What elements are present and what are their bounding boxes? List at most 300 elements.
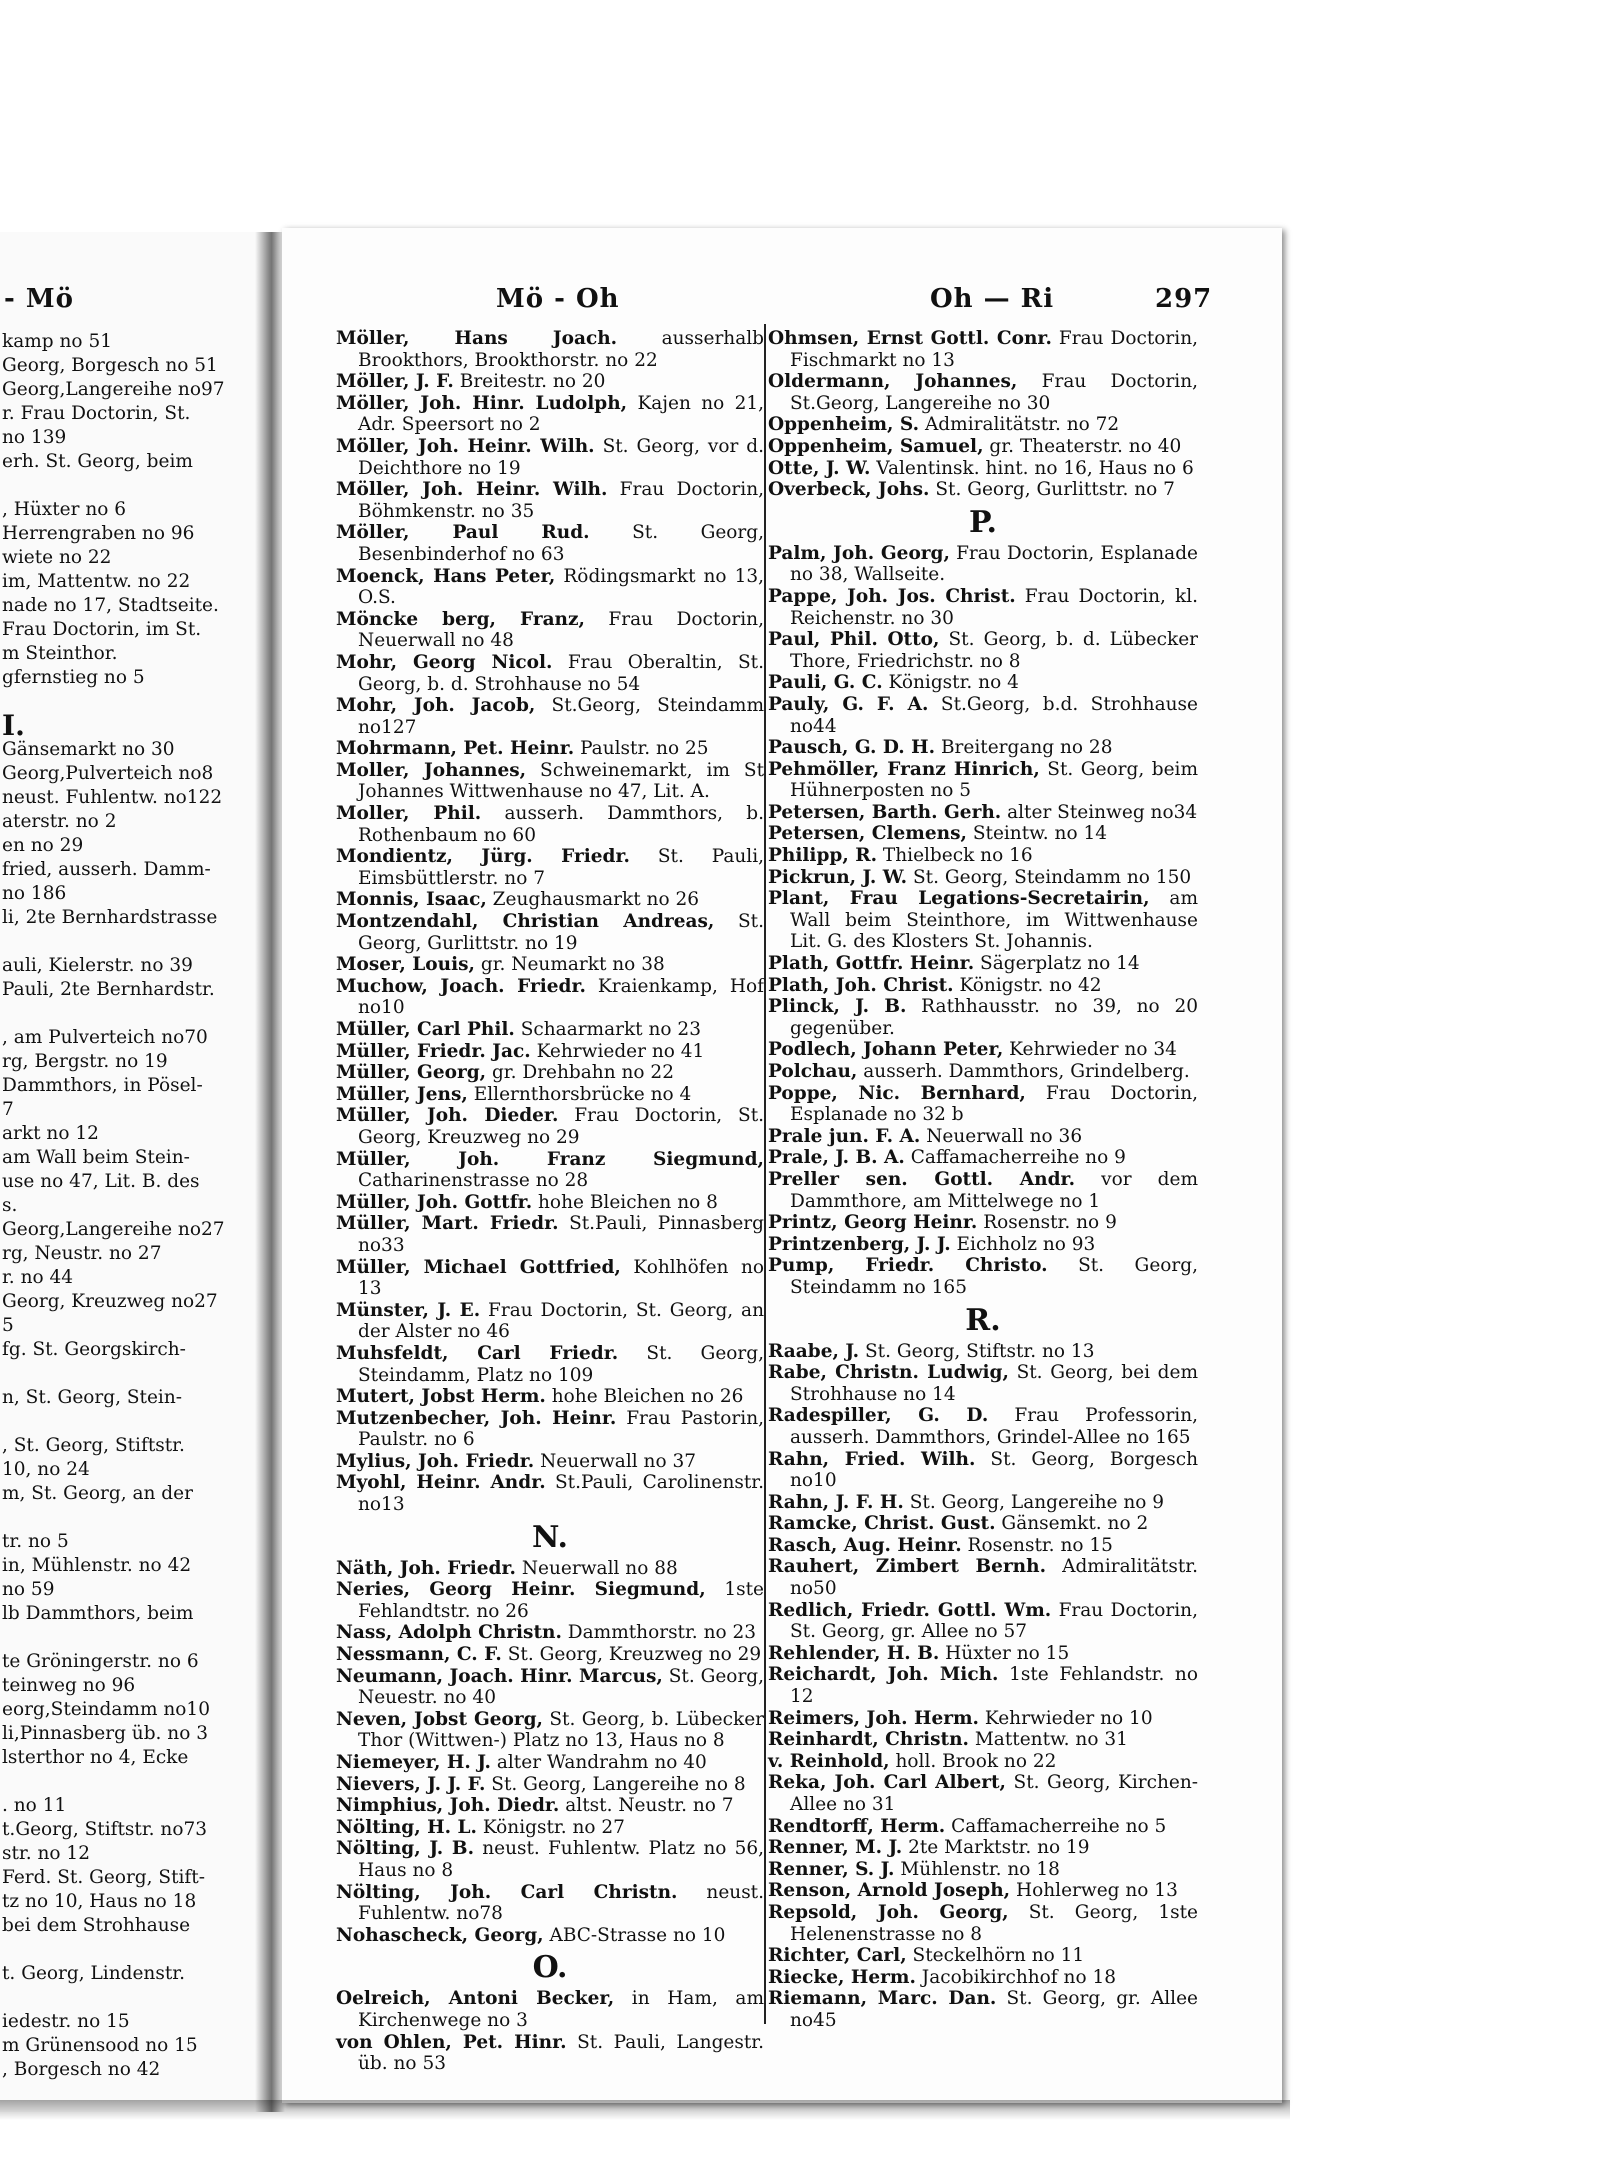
entry-name: Plant, Frau Legations-Secretairin,: [768, 888, 1150, 910]
entry-name: Muchow, Joach. Friedr.: [336, 975, 586, 997]
directory-entry: [768, 694, 1198, 737]
entry-address: Kehrwieder no 41: [530, 1040, 705, 1062]
directory-entry: [768, 1880, 1198, 1902]
entry-name: Moller, Johannes,: [336, 759, 527, 781]
left-page-line: wiete no 22: [2, 547, 112, 568]
entry-name: Nass, Adolph Christn.: [336, 1622, 562, 1644]
left-page-line: , Hüxter no 6: [2, 499, 127, 520]
entry-address: Caffamacherreihe no 9: [904, 1147, 1126, 1169]
entry-address: Frau Doctorin, Neuerwall no 48: [358, 608, 764, 652]
entry-address: Steckelhörn no 11: [906, 1945, 1085, 1967]
directory-entry: [336, 695, 764, 738]
entry-name: Möller, Joh. Heinr. Wilh.: [336, 479, 608, 501]
entry-name: Möller, J. F.: [336, 371, 454, 393]
entry-name: Mutert, Jobst Herm.: [336, 1386, 546, 1408]
entry-name: Münster, J. E.: [336, 1299, 481, 1321]
entry-address: ausserhalb Brookthors, Brookthorstr. no 22: [358, 328, 765, 371]
entry-address: St. Georg, Steindamm, Platz no 109: [358, 1342, 764, 1386]
entry-address: St. Georg, vor d. Deichthore no 19: [358, 435, 764, 479]
entry-name: Monnis, Isaac,: [336, 889, 487, 911]
directory-entry: [336, 911, 764, 954]
entry-address: Jacobikirchhof no 18: [915, 1966, 1117, 1988]
left-page-line: no 186: [2, 883, 67, 904]
left-page-line: te Gröningerstr. no 6: [2, 1651, 199, 1672]
left-page-line: erh. St. Georg, beim: [2, 451, 193, 472]
entry-name: Riecke, Herm.: [768, 1966, 916, 1988]
entry-address: holl. Brook no 22: [889, 1750, 1057, 1772]
entry-address: Admiralitätstr. no50: [790, 1556, 1198, 1600]
entry-address: alter Steinweg no34: [1001, 801, 1198, 823]
directory-entry: [336, 436, 764, 479]
directory-entry: [768, 414, 1198, 436]
entry-name: Pehmöller, Franz Hinrich,: [768, 758, 1040, 780]
entry-name: Printz, Georg Heinr.: [768, 1212, 978, 1234]
entry-name: Müller, Michael Gottfried,: [336, 1256, 621, 1278]
running-header-left: Mö - Oh: [496, 284, 620, 314]
left-page-line: en no 29: [2, 835, 84, 856]
directory-entry: [768, 953, 1198, 975]
entry-name: Nölting, Joh. Carl Christn.: [336, 1881, 678, 1903]
entry-name: Moser, Louis,: [336, 954, 475, 976]
directory-entry: [768, 458, 1198, 480]
directory-entry: [336, 1752, 764, 1774]
entry-address: St. Georg, gr. Allee no45: [790, 1988, 1198, 2031]
entry-name: Muhsfeldt, Carl Friedr.: [336, 1342, 619, 1364]
left-page-line: in, Mühlenstr. no 42: [2, 1555, 192, 1576]
entry-name: Overbeck, Johs.: [768, 479, 930, 501]
entry-address: Zeughausmarkt no 26: [486, 889, 700, 911]
entry-address: Sägerplatz no 14: [974, 953, 1140, 975]
entry-name: Nohascheck, Georg,: [336, 1924, 544, 1946]
entry-name: Möller, Joh. Hinr. Ludolph,: [336, 392, 628, 414]
entry-name: Renner, M. J.: [768, 1837, 903, 1859]
directory-entry: [336, 393, 764, 436]
entry-address: St.Georg, b.d. Strohhause no44: [790, 693, 1198, 737]
directory-entry: [336, 371, 764, 393]
entry-name: Plath, Gottfr. Heinr.: [768, 953, 975, 975]
directory-entry: [336, 738, 764, 760]
directory-entry: [768, 1837, 1198, 1859]
directory-entry: [768, 1859, 1198, 1881]
entry-address: ABC-Strasse no 10: [543, 1924, 726, 1946]
entry-name: Ohmsen, Ernst Gottl. Conr.: [768, 328, 1052, 349]
left-page-line: iedestr. no 15: [2, 2011, 130, 2032]
directory-entry: [768, 1729, 1198, 1751]
entry-address: alter Wandrahm no 40: [490, 1752, 707, 1773]
entry-name: Nölting, J. B.: [336, 1838, 475, 1860]
directory-entry: [768, 823, 1198, 845]
left-page-line: Pauli, 2te Bernhardstr.: [2, 979, 215, 1000]
directory-entry: [768, 737, 1198, 759]
entry-name: Reichardt, Joh. Mich.: [768, 1664, 999, 1686]
entry-address: Valentinsk. hint. no 16, Haus no 6: [870, 457, 1194, 479]
entry-name: Oelreich, Antoni Becker,: [336, 1988, 615, 2010]
entry-address: Schweinemarkt, im St Johannes Wittwenhause no 47, Lit. A.: [358, 759, 764, 803]
left-page-line: t.Georg, Stiftstr. no73: [2, 1819, 208, 1840]
entry-name: Rahn, J. F. H.: [768, 1491, 904, 1513]
entry-name: Niemeyer, H. J.: [336, 1752, 491, 1773]
directory-entry: [336, 479, 764, 522]
directory-entry: [768, 543, 1198, 586]
directory-entry: [336, 889, 764, 911]
entry-name: Printzenberg, J. J.: [768, 1233, 951, 1255]
entry-address: Hüxter no 15: [939, 1642, 1070, 1664]
column-rule: [764, 324, 766, 2024]
directory-entry: [768, 1816, 1198, 1838]
entry-name: Moller, Phil.: [336, 803, 482, 825]
directory-entry: [336, 1192, 764, 1214]
entry-address: St. Georg, Stiftstr. no 13: [859, 1340, 1095, 1362]
left-page-line: Georg,Langereihe no97: [2, 379, 225, 400]
left-page-line: rg, Neustr. no 27: [2, 1243, 162, 1264]
entry-address: Frau Professorin, ausserh. Dammthors, Grindel-Allee no 165: [790, 1405, 1198, 1448]
directory-entry: [768, 672, 1198, 694]
entry-name: Oldermann, Johannes,: [768, 371, 1018, 393]
entry-name: Moenck, Hans Peter,: [336, 565, 556, 587]
left-page-line: eorg,Steindamm no10: [2, 1699, 210, 1720]
directory-entry: [336, 1666, 764, 1709]
entry-name: Preller sen. Gottl. Andr.: [768, 1168, 1076, 1190]
entry-name: Möncke berg, Franz,: [336, 608, 585, 630]
entry-name: Mutzenbecher, Joh. Heinr.: [336, 1407, 617, 1429]
entry-name: Petersen, Barth. Gerh.: [768, 801, 1002, 823]
entry-address: Admiralitätstr. no 72: [919, 414, 1120, 436]
left-page-line: Frau Doctorin, im St.: [2, 619, 202, 640]
entry-address: 1ste Fehlandtstr. no 26: [358, 1579, 764, 1622]
entry-name: Plinck, J. B.: [768, 996, 907, 1018]
directory-entry: [768, 1341, 1198, 1363]
entry-name: Rauhert, Zimbert Bernh.: [768, 1556, 1047, 1578]
directory-entry: [768, 975, 1198, 997]
entry-address: Paulstr. no 25: [574, 738, 709, 760]
entry-address: St.Georg, Steindamm no127: [358, 695, 764, 738]
entry-name: Müller, Joh. Franz Siegmund,: [336, 1148, 764, 1170]
section-letter: O.: [532, 1950, 568, 1986]
left-page-line: Georg,Pulverteich no8: [2, 763, 214, 784]
entry-address: St. Georg, Kreuzweg no 29: [501, 1644, 762, 1666]
directory-entry: [336, 760, 764, 803]
entry-address: Thielbeck no 16: [877, 845, 1033, 867]
entry-address: Kehrwieder no 10: [979, 1707, 1153, 1729]
entry-name: Ramcke, Christ. Gust.: [768, 1513, 996, 1535]
entry-name: Pauli, G. C.: [768, 672, 883, 694]
left-page-line: , Borgesch no 42: [2, 2059, 161, 2080]
directory-entry: [768, 629, 1198, 672]
directory-entry: [336, 566, 764, 609]
directory-entry: [768, 888, 1198, 953]
left-page-line: kamp no 51: [2, 331, 112, 352]
left-page-line: t. Georg, Lindenstr.: [2, 1963, 185, 1984]
directory-entry: [768, 1126, 1198, 1148]
directory-entry: [336, 1817, 764, 1839]
entry-name: Mylius, Joh. Friedr.: [336, 1450, 535, 1472]
entry-name: Poppe, Nic. Bernhard,: [768, 1082, 1026, 1104]
entry-address: Rathhausstr. no 39, no 20 gegenüber.: [790, 996, 1198, 1039]
entry-address: Neuerwall no 36: [920, 1125, 1083, 1147]
entry-address: Hohlerweg no 13: [1010, 1880, 1178, 1902]
directory-entry: [336, 1838, 764, 1881]
entry-name: Richter, Carl,: [768, 1945, 907, 1967]
directory-entry: [768, 328, 1198, 371]
entry-name: Myohl, Heinr. Andr.: [336, 1472, 546, 1494]
left-page-line: m, St. Georg, an der: [2, 1483, 193, 1504]
entry-address: St.Pauli, Pinnasberg no33: [358, 1213, 764, 1256]
left-page-line: r. no 44: [2, 1267, 74, 1288]
entry-name: Podlech, Johann Peter,: [768, 1039, 1004, 1061]
entry-address: St. Georg, b. Lübecker Thor (Wittwen-) Platz no 13, Haus no 8: [358, 1708, 764, 1752]
left-page-line: 7: [2, 1099, 14, 1120]
left-page-line: li,Pinnasberg üb. no 3: [2, 1723, 209, 1744]
left-page-line: teinweg no 96: [2, 1675, 136, 1696]
section-letter: N.: [532, 1519, 568, 1555]
left-page-line: arkt no 12: [2, 1123, 99, 1144]
entry-name: Prale jun. F. A.: [768, 1125, 921, 1147]
directory-entry: [336, 1882, 764, 1925]
entry-address: Kajen no 21, Adr. Speersort no 2: [358, 392, 764, 436]
entry-address: St. Georg, Gurlittstr. no 7: [929, 479, 1175, 501]
entry-address: Königstr. no 42: [953, 974, 1102, 996]
entry-address: Rosenstr. no 15: [961, 1534, 1113, 1556]
directory-entry: [336, 1300, 764, 1343]
left-page-line: nade no 17, Stadtseite.: [2, 595, 219, 616]
entry-name: Mohrmann, Pet. Heinr.: [336, 738, 575, 760]
entry-name: Rabe, Christn. Ludwig,: [768, 1362, 1009, 1384]
entry-address: Königstr. no 27: [476, 1816, 625, 1838]
directory-entry: [768, 436, 1198, 458]
entry-address: Frau Doctorin, St. Georg, Kreuzweg no 29: [358, 1105, 765, 1148]
left-page-header: - Mö: [4, 284, 74, 314]
directory-entry: [336, 1105, 764, 1148]
directory-entry: [336, 954, 764, 976]
directory-entry: [768, 1988, 1198, 2031]
directory-entry: [336, 1644, 764, 1666]
entry-address: Kraienkamp, Hof no10: [358, 975, 764, 1019]
directory-entry: [768, 371, 1198, 414]
entry-address: vor dem Dammthore, am Mittelwege no 1: [790, 1168, 1198, 1212]
entry-name: Montzendahl, Christian Andreas,: [336, 911, 715, 933]
left-page-line: str. no 12: [2, 1843, 90, 1864]
directory-entry: [768, 1405, 1198, 1448]
directory-entry: [768, 1513, 1198, 1535]
entry-name: Nölting, H. L.: [336, 1816, 477, 1838]
entry-name: Neries, Georg Heinr. Siegmund,: [336, 1579, 706, 1601]
left-page-line: tr. no 5: [2, 1531, 69, 1552]
left-page-line: Georg, Borgesch no 51: [2, 355, 218, 376]
entry-address: ausserh. Dammthors, Grindelberg.: [857, 1061, 1190, 1082]
entry-address: gr. Theaterstr. no 40: [983, 435, 1182, 457]
entry-name: Müller, Carl Phil.: [336, 1019, 515, 1040]
directory-entry: [336, 1558, 764, 1580]
left-page-line: Dammthors, in Pösel-: [2, 1075, 203, 1096]
entry-address: Breitergang no 28: [935, 737, 1113, 759]
entry-address: St. Georg, Kirchen-Allee no 31: [790, 1772, 1198, 1815]
entry-address: Neuerwall no 37: [534, 1450, 697, 1472]
entry-address: Steintw. no 14: [966, 823, 1108, 845]
directory-entry: [336, 1579, 764, 1622]
directory-entry: [768, 1083, 1198, 1126]
entry-address: Breitestr. no 20: [453, 371, 606, 393]
left-page-line: no 139: [2, 427, 67, 448]
left-page-line: m Grünensood no 15: [2, 2035, 198, 2056]
entry-address: Catharinenstrasse no 28: [358, 1170, 589, 1192]
entry-address: Frau Doctorin, Esplanade no 32 b: [790, 1082, 1198, 1126]
directory-entry: [768, 1147, 1198, 1169]
entry-name: Renson, Arnold Joseph,: [768, 1880, 1011, 1902]
entry-name: Mohr, Georg Nicol.: [336, 651, 553, 673]
left-page-line: rg, Bergstr. no 19: [2, 1051, 168, 1072]
directory-entry: [336, 1062, 764, 1084]
entry-address: St. Georg, Gurlittstr. no 19: [358, 911, 764, 954]
entry-address: St. Georg, Borgesch no10: [790, 1448, 1198, 1492]
directory-entry: [336, 1257, 764, 1300]
entry-name: Rasch, Aug. Heinr.: [768, 1534, 962, 1556]
entry-name: Reka, Joh. Carl Albert,: [768, 1772, 1006, 1794]
directory-entry: [336, 1408, 764, 1451]
directory-entry: [336, 1709, 764, 1752]
left-page-line: Gänsemarkt no 30: [2, 739, 175, 760]
directory-entry: [768, 1600, 1198, 1643]
entry-address: St. Georg, Steindamm no 150: [907, 866, 1192, 888]
directory-column-right: [768, 328, 1198, 2032]
left-page-line: use no 47, Lit. B. des: [2, 1171, 200, 1192]
entry-name: Oppenheim, S.: [768, 414, 920, 436]
directory-entry: [336, 522, 764, 565]
entry-name: Müller, Jens,: [336, 1083, 468, 1105]
left-page-line: Ferd. St. Georg, Stift-: [2, 1867, 205, 1888]
directory-entry: [768, 1772, 1198, 1815]
entry-name: Müller, Georg,: [336, 1062, 487, 1084]
entry-name: Müller, Friedr. Jac.: [336, 1040, 531, 1062]
directory-entry: [336, 1019, 764, 1041]
entry-address: St. Georg, bei dem Strohhause no 14: [790, 1362, 1199, 1405]
entry-name: Philipp, R.: [768, 845, 878, 867]
entry-name: Prale, J. B. A.: [768, 1147, 905, 1169]
entry-name: Mondientz, Jürg. Friedr.: [336, 846, 630, 868]
directory-entry: [336, 1149, 764, 1192]
entry-name: Möller, Joh. Heinr. Wilh.: [336, 435, 595, 457]
entry-name: Riemann, Marc. Dan.: [768, 1988, 997, 2010]
entry-address: Frau Doctorin, Böhmkenstr. no 35: [358, 479, 764, 522]
entry-address: St. Georg, Langereihe no 8: [485, 1773, 746, 1795]
entry-address: St. Georg, beim Hühnerposten no 5: [790, 758, 1198, 802]
left-page-line: tz no 10, Haus no 18: [2, 1891, 197, 1912]
left-page-line: m Steinthor.: [2, 643, 118, 664]
directory-entry: [336, 1386, 764, 1408]
directory-entry: [768, 1664, 1198, 1707]
entry-address: 1ste Fehlandstr. no 12: [790, 1664, 1198, 1708]
left-page-line: li, 2te Bernhardstrasse: [2, 907, 218, 928]
left-page-line: s.: [2, 1195, 18, 1216]
entry-name: Pump, Friedr. Christo.: [768, 1255, 1048, 1277]
left-page-line: gfernstieg no 5: [2, 667, 145, 688]
entry-address: Gänsemkt. no 2: [995, 1513, 1149, 1535]
entry-address: Eichholz no 93: [950, 1233, 1096, 1255]
entry-address: neust. Fuhlentw. Platz no 56, Haus no 8: [358, 1838, 764, 1881]
directory-entry: [336, 976, 764, 1019]
entry-name: Mohr, Joh. Jacob,: [336, 695, 536, 717]
entry-name: Radespiller, G. D.: [768, 1405, 989, 1427]
entry-address: 2te Marktstr. no 19: [902, 1837, 1090, 1859]
directory-entry: [768, 867, 1198, 889]
directory-entry: [336, 609, 764, 652]
entry-address: Frau Doctorin, Fischmarkt no 13: [790, 328, 1198, 371]
directory-entry: [336, 846, 764, 889]
directory-entry: [768, 1039, 1198, 1061]
entry-name: Polchau,: [768, 1061, 858, 1082]
entry-name: Pappe, Joh. Jos. Christ.: [768, 585, 1016, 607]
entry-address: St. Georg, Besenbinderhof no 63: [358, 522, 765, 565]
directory-entry: [336, 1925, 764, 1947]
left-page-line: , St. Georg, Stiftstr.: [2, 1435, 185, 1456]
page-number: 297: [1155, 284, 1213, 314]
entry-address: Frau Doctorin, kl. Reichenstr. no 30: [790, 585, 1199, 629]
entry-address: hohe Bleichen no 8: [532, 1191, 718, 1213]
directory-entry: [768, 1902, 1198, 1945]
entry-name: Paul, Phil. Otto,: [768, 629, 940, 651]
directory-entry: [768, 1255, 1198, 1298]
directory-entry: [768, 1708, 1198, 1730]
directory-entry: [336, 2032, 764, 2075]
entry-name: Neumann, Joach. Hinr. Marcus,: [336, 1665, 663, 1687]
entry-name: Pauly, G. F. A.: [768, 693, 929, 715]
left-page-line: fg. St. Georgskirch-: [2, 1339, 186, 1360]
directory-entry: [768, 1449, 1198, 1492]
directory-entry: [336, 1774, 764, 1796]
entry-name: Nievers, J. J. F.: [336, 1773, 486, 1795]
entry-address: Frau Pastorin, Paulstr. no 6: [358, 1407, 764, 1451]
left-page-line: Georg,Langereihe no27: [2, 1219, 225, 1240]
entry-address: in Ham, am Kirchenwege no 3: [358, 1988, 764, 2031]
directory-entry: [768, 1556, 1198, 1599]
entry-address: Frau Doctorin, St. Georg, gr. Allee no 57: [790, 1599, 1198, 1643]
entry-address: altst. Neustr. no 7: [559, 1795, 734, 1817]
entry-address: Frau Doctorin, St.Georg, Langereihe no 30: [790, 371, 1198, 414]
entry-name: Möller, Paul Rud.: [336, 522, 590, 544]
entry-name: Pickrun, J. W.: [768, 866, 908, 888]
directory-entry: [336, 1988, 764, 2031]
left-page-fragment: [0, 232, 270, 2112]
entry-name: Otte, J. W.: [768, 457, 871, 479]
directory-entry: [768, 845, 1198, 867]
entry-address: Mattentw. no 31: [968, 1729, 1128, 1751]
entry-name: Raabe, J.: [768, 1340, 860, 1362]
directory-entry: [768, 1169, 1198, 1212]
entry-address: Rödingsmarkt no 13, O.S.: [358, 565, 764, 609]
entry-name: Nessmann, C. F.: [336, 1644, 502, 1666]
directory-entry: [336, 1084, 764, 1106]
directory-entry: [336, 1343, 764, 1386]
entry-address: am Wall beim Steinthore, im Wittwenhause Lit. G. des Klosters St. Johannis.: [790, 888, 1198, 953]
entry-address: St. Georg, Langereihe no 9: [903, 1491, 1165, 1513]
entry-name: Müller, Mart. Friedr.: [336, 1213, 559, 1235]
left-page-line: neust. Fuhlentw. no122: [2, 787, 223, 808]
directory-entry: [768, 1492, 1198, 1514]
entry-address: Mühlenstr. no 18: [894, 1858, 1060, 1880]
entry-name: Reinhardt, Christn.: [768, 1729, 969, 1751]
entry-address: St. Georg, Steindamm no 165: [790, 1255, 1198, 1298]
entry-address: St. Pauli, Eimsbüttlerstr. no 7: [358, 846, 764, 889]
left-page-line: bei dem Strohhause: [2, 1915, 191, 1936]
directory-entry: [336, 1041, 764, 1063]
left-page-line: im, Mattentw. no 22: [2, 571, 191, 592]
directory-entry: [768, 996, 1198, 1039]
entry-name: Müller, Joh. Gottfr.: [336, 1191, 533, 1213]
entry-address: Ellernthorsbrücke no 4: [467, 1083, 692, 1105]
directory-entry: [336, 1622, 764, 1644]
left-page-line: no 59: [2, 1579, 55, 1600]
section-letter: I.: [2, 709, 25, 742]
entry-address: St. Georg, b. d. Lübecker Thore, Friedrichstr. no 8: [790, 629, 1199, 672]
